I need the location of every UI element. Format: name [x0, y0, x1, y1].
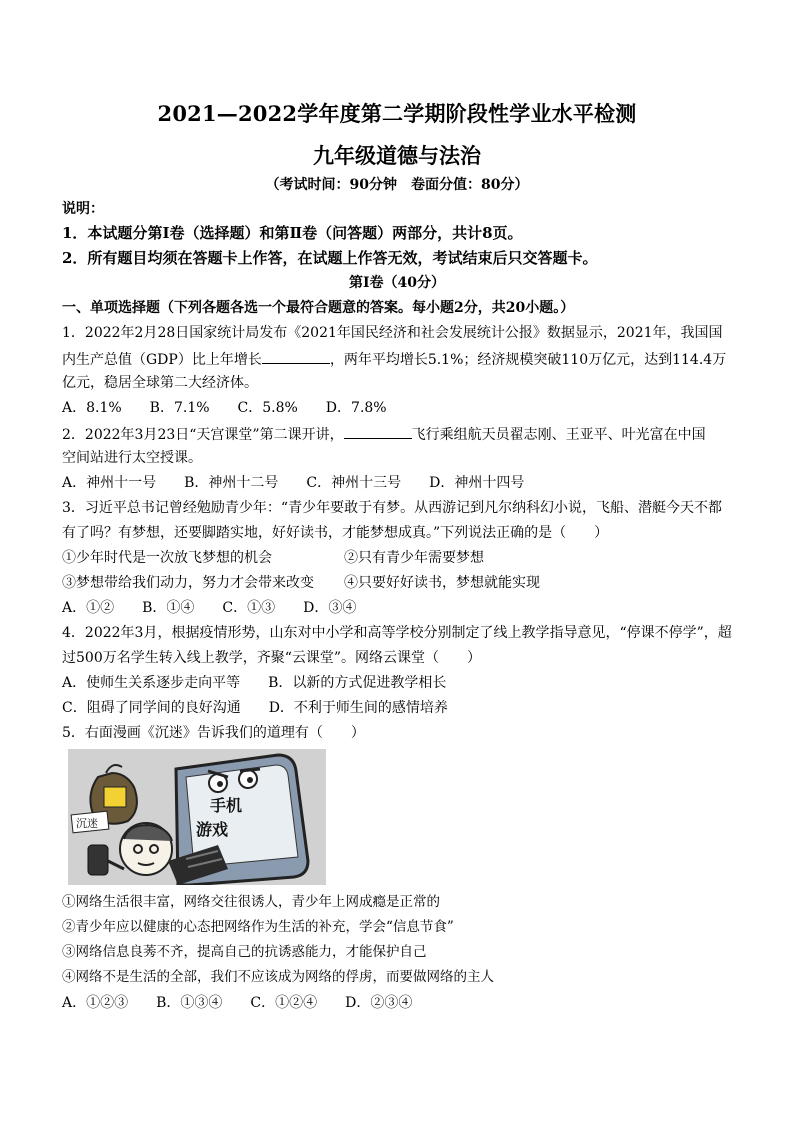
notes-item-1: 1．本试题分第Ⅰ卷（选择题）和第Ⅱ卷（问答题）两部分，共计8页。 — [62, 224, 523, 242]
q3-options: A．①② B．①④ C．①③ D．③④ — [62, 600, 357, 616]
notes-label: 说明： — [62, 201, 104, 217]
q3-statement-3: ③梦想带给我们动力，努力才会带来改变 — [62, 575, 314, 591]
q5-statement-4: ④网络不是生活的全部，我们不应该成为网络的俘虏，而要做网络的主人 — [62, 969, 494, 985]
q5-statement-1: ①网络生活很丰富，网络交往很诱人，青少年上网成瘾是正常的 — [62, 894, 440, 910]
q1-line-2 — [62, 349, 726, 370]
q2-line-1-end: 飞行乘组航天员翟志刚、王亚平、叶光富在中国 — [411, 427, 706, 443]
q2-line-1-start: 2．2022年3月23日“天宫课堂”第二课开讲， — [62, 427, 344, 443]
q3-statement-1: ①少年时代是一次放飞梦想的机会 — [62, 550, 272, 566]
q4-options-ab: A．使师生关系逐步走向平等 B．以新的方式促进教学相长 — [62, 675, 447, 691]
q1-line-2-start: 内生产总值（GDP）比上年增长 — [62, 352, 262, 368]
section-title: 第Ⅰ卷（40分） — [348, 275, 446, 291]
q5-line-1: 5．右面漫画《沉迷》告诉我们的道理有（ ） — [62, 725, 365, 741]
q1-blank — [262, 349, 330, 364]
q3-statement-2: ②只有青少年需要梦想 — [344, 550, 484, 566]
exam-subject: 九年级道德与法治 — [313, 143, 481, 168]
q5-options: A．①②③ B．①③④ C．①②④ D．②③④ — [62, 995, 413, 1011]
notes-item-2: 2．所有题目均须在答题卡上作答，在试题上作答无效，考试结束后只交答题卡。 — [62, 249, 598, 267]
cartoon-tag: 沉迷 — [76, 817, 98, 830]
q5-statement-3: ③网络信息良莠不齐，提高自己的抗诱惑能力，才能保护自己 — [62, 944, 427, 960]
cartoon-phone-text-2: 游戏 — [196, 820, 229, 839]
q1-line-3: 亿元，稳居全球第二大经济体。 — [62, 375, 258, 391]
q1-options: A．8.1% B．7.1% C．5.8% D．7.8% — [62, 400, 387, 416]
exam-title: 2021—2022学年度第二学期阶段性学业水平检测 — [157, 101, 637, 126]
cartoon-image — [68, 749, 326, 885]
q2-line-1 — [62, 424, 706, 445]
section-heading: 一、单项选择题（下列各题各选一个最符合题意的答案。每小题2分，共20小题。） — [62, 300, 575, 316]
q3-line-1: 3．习近平总书记曾经勉励青少年：“青少年要敢于有梦。从西游记到凡尔纳科幻小说，飞船、潜艇今天不都 — [62, 500, 723, 516]
q4-line-2: 过500万名学生转入线上教学，齐聚“云课堂”。网络云课堂（ ） — [62, 650, 482, 666]
q4-line-1: 4．2022年3月，根据疫情形势，山东对中小学和高等学校分别制定了线上教学指导意见，“停课不停学”，超 — [62, 625, 732, 641]
q4-options-cd: C．阻碍了同学间的良好沟通 D．不利于师生间的感情培养 — [62, 700, 448, 716]
q3-line-2: 有了吗？有梦想，还要脚踏实地，好好读书，才能梦想成真。”下列说法正确的是（ ） — [62, 525, 609, 541]
q5-statement-2: ②青少年应以健康的心态把网络作为生活的补充，学会“信息节食” — [62, 919, 454, 935]
q2-options: A．神州十一号 B．神州十二号 C．神州十三号 D．神州十四号 — [62, 475, 525, 491]
exam-info: （考试时间：90分钟 卷面分值：80分） — [265, 177, 529, 193]
q1-line-1: 1．2022年2月28日国家统计局发布《2021年国民经济和社会发展统计公报》数据显示，2021年，我国国 — [62, 325, 723, 341]
q3-statement-4: ④只要好好读书，梦想就能实现 — [344, 575, 540, 591]
cartoon-phone-text-1: 手机 — [210, 796, 243, 815]
q2-line-2: 空间站进行太空授课。 — [62, 450, 202, 466]
q1-line-2-end: ，两年平均增长5.1%；经济规模突破110万亿元，达到114.4万 — [329, 352, 727, 368]
q2-blank — [344, 424, 412, 439]
